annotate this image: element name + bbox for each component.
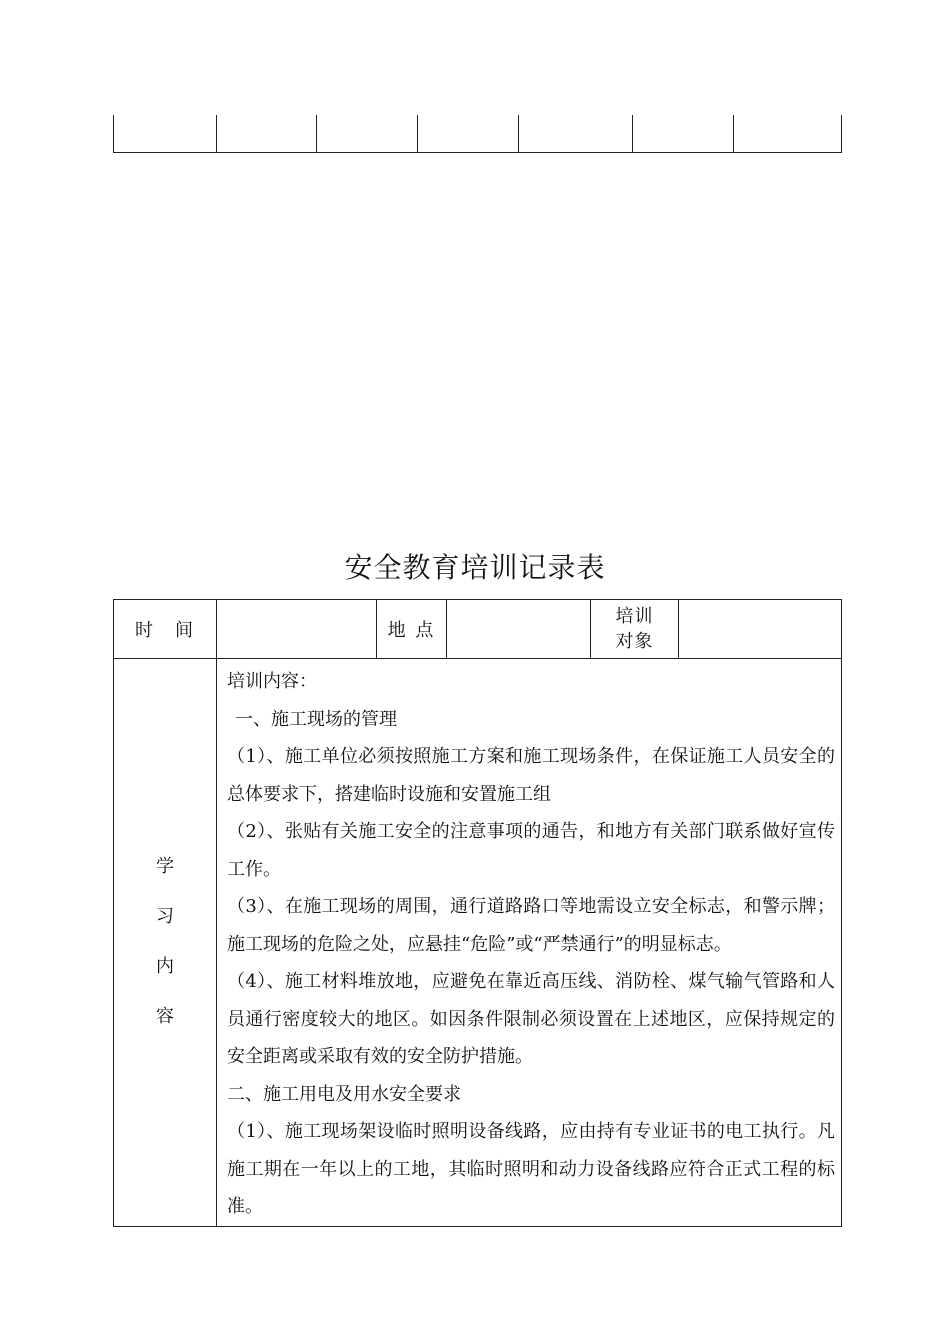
study-content-label	[114, 659, 217, 1227]
table-cell	[114, 115, 217, 153]
section-heading: 二、施工用电及用水安全要求	[227, 1083, 461, 1105]
training-content-cell	[217, 659, 842, 1227]
training-record-table	[113, 599, 842, 1227]
header-row	[114, 600, 842, 659]
side-label-char: 容	[156, 1006, 174, 1028]
table-cell	[418, 115, 519, 153]
table-row	[114, 115, 842, 153]
content-paragraph: （2）、张贴有关施工安全的注意事项的通告，和地方有关部门联系做好宣传工作。	[227, 821, 835, 880]
place-value	[447, 600, 591, 659]
time-label: 时 间	[114, 600, 217, 659]
table-cell	[317, 115, 418, 153]
place-label: 地 点	[377, 600, 447, 659]
side-label-char: 习	[156, 906, 174, 928]
content-paragraph: （1）、施工单位必须按照施工方案和施工现场条件，在保证施工人员安全的总体要求下，搭建临时设施和安置施工组	[227, 746, 835, 805]
previous-table-fragment	[113, 115, 842, 153]
table-cell	[633, 115, 734, 153]
content-paragraph: （4）、施工材料堆放地，应避免在靠近高压线、消防栓、煤气输气管路和人员通行密度较大的地区。如因条件限制必须设置在上述地区，应保持规定的安全距离或采取有效的安全防护措施。	[227, 971, 835, 1067]
target-value	[679, 600, 842, 659]
side-label-char: 学	[156, 856, 174, 878]
content-row	[114, 659, 842, 1227]
table-cell	[734, 115, 842, 153]
content-intro: 培训内容：	[227, 671, 317, 692]
table-cell	[217, 115, 317, 153]
side-label-char: 内	[156, 956, 174, 978]
target-label	[591, 600, 679, 659]
time-value	[217, 600, 377, 659]
content-paragraph: （1）、施工现场架设临时照明设备线路，应由持有专业证书的电工执行。凡施工期在一年以上的工地，其临时照明和动力设备线路应符合正式工程的标准。	[227, 1121, 835, 1217]
content-paragraph: （3）、在施工现场的周围，通行道路路口等地需设立安全标志，和警示牌；施工现场的危险之处，应悬挂“危险”或“严禁通行”的明显标志。	[227, 896, 835, 955]
table-cell	[519, 115, 633, 153]
target-label-line2: 对象	[615, 631, 654, 652]
document-title: 安全教育培训记录表	[344, 551, 606, 584]
section-heading: 一、施工现场的管理	[235, 708, 397, 730]
target-label-line1: 培训	[615, 606, 654, 627]
